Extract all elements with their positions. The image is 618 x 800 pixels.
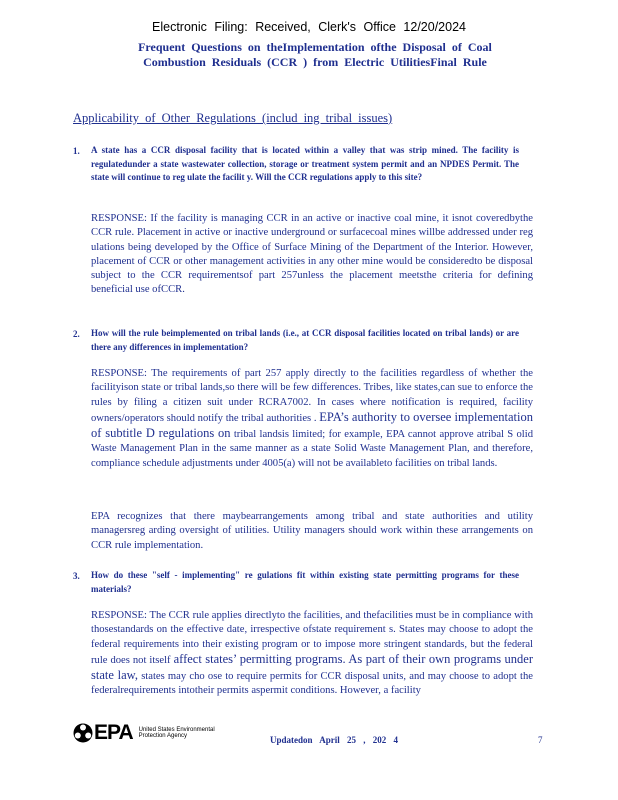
response-paragraph <box>91 609 533 699</box>
response-paragraph: EPA recognizes that there maybearrangements among tribal and state authorities and utility managersreg arding oversight of utilities. Utility managers should work within these arrangements on CCR rule implementation. <box>91 511 533 551</box>
question-number: 2. <box>73 329 80 339</box>
document-title-line-1: Frequent Questions on theImplementation ofthe Disposal of Coal <box>138 40 492 54</box>
question-text: A state has a CCR disposal facility that is located within a valley that was strip mined. The facility is regulatedunder a state wastewater collection, storage or treatment system permit and an NPDES Permit. The state will continue to reg ulate the facilit y. Will the CCR regulations apply to this site? <box>91 145 519 182</box>
filing-stamp: Electronic Filing: Received, Clerk's Office 12/20/2024 <box>152 20 466 34</box>
response-text: RESPONSE: The requirements of part 257 apply directly to the facilities regardless of whether the facilityison state or tribal lands,so there will be few differences. Tribes, like states,can sue to enforce the rules by filing a citizen suit under RCRA7002. In cases where notification is required, facility owners/operators should notify the tribal authorities . <box>91 368 533 424</box>
question-text: How will the rule beimplemented on tribal lands (i.e., at CCR disposal facilities located on tribal lands) or are there any differences in implementation? <box>91 328 519 352</box>
response-text-emphasis: affect states’ permitting programs. As part of their own programs under state law, <box>91 651 533 683</box>
question-number: 1. <box>73 146 80 156</box>
section-heading: Applicability of Other Regulations (includ ing tribal issues) <box>73 111 393 125</box>
epa-flower-icon <box>73 723 93 743</box>
response-text-emphasis: EPA’s authority to oversee implementation of subtitle D regulations on <box>91 409 533 441</box>
question-text: How do these "self - implementing" re gulations fit within existing state permitting programs for these materials? <box>91 570 519 594</box>
question-number: 3. <box>73 571 80 581</box>
epa-logo <box>73 721 223 745</box>
page-number: 7 <box>538 735 543 745</box>
response-text: tribal landsis limited; for example, EPA cannot approve atribal S olid Waste Management Plan in the same manner as a state Solid Waste Management Plan, and therefore, compliance schedule adjustments under 4005(a) will not be availableto facilities on tribal lands. <box>91 429 533 469</box>
response-paragraph <box>91 367 533 471</box>
response-text: RESPONSE: The CCR rule applies directlyto the facilities, and thefacilities must be in compliance with thosestandards on the effective date, irrespective ofstate requirement s. States may choose to adopt the federal requirements into their existing program or to impose more stringent standards, but the federal rule does not itself <box>91 610 533 666</box>
response-text: RESPONSE: If the facility is managing CCR in an active or inactive coal mine, it isnot coveredbythe CCR rule. Placement in active or inactive underground or surfacecoal mines willbe addressed under reg ulations being developed by the Office of Surface Mining of the Department of the Interior. However, placement of CCR or other management activities in any other mine would be consideredto be disposal subject to the CCR requirementsof part 257unless the placement meetsthe criteria for defining beneficial use ofCCR. <box>91 213 533 296</box>
response-paragraph <box>91 212 533 298</box>
epa-logo-text: EPA <box>94 721 133 744</box>
updated-date: Updatedon April 25 , 202 4 <box>270 735 399 745</box>
document-title-line-2: Combustion Residuals (CCR ) from Electric UtilitiesFinal Rule <box>143 55 487 69</box>
agency-name: United States Environmental Protection Agency <box>138 726 215 739</box>
response-text: states may cho ose to require permits for CCR disposal units, and may choose to adopt the federalrequirements intotheir permits aspermit conditions. However, a facility <box>91 671 533 697</box>
